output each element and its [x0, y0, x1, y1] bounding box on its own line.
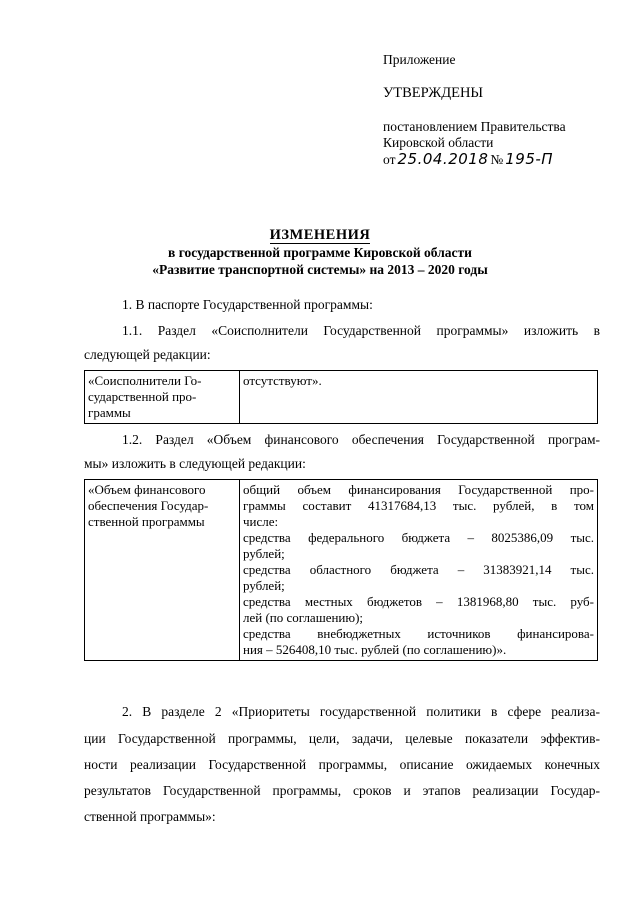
- decree-line-2: Кировской области: [383, 135, 494, 150]
- financing-label-line: ственной программы: [88, 514, 205, 529]
- coexecutors-label-line: граммы: [88, 405, 131, 420]
- title-subtitle-2: «Развитие транспортной системы» на 2013 – 2020 годы: [152, 262, 488, 277]
- financing-label-cell: [85, 480, 240, 661]
- financing-line: средства областного бюджета – 31383921,14 тыс.: [243, 562, 594, 577]
- handwritten-date: 25.04.2018: [397, 150, 489, 168]
- section2-line-3: ности реализации Государственной программы, описание ожидаемых конечных: [84, 757, 600, 772]
- financing-label-line: обеспечения Государ-: [88, 498, 209, 513]
- financing-line: средства местных бюджетов – 1381968,80 тыс. руб-: [243, 594, 594, 609]
- document-title: [0, 226, 640, 278]
- title-subtitle-1: в государственной программе Кировской области: [168, 245, 472, 260]
- coexecutors-label-line: сударственной про-: [88, 389, 197, 404]
- coexecutors-table: [84, 370, 598, 424]
- financing-table: [84, 479, 598, 661]
- financing-line: ния – 526408,10 тыс. рублей (по соглашению)».: [243, 642, 507, 657]
- item-1-1-line-1: 1.1. Раздел «Соисполнители Государственной программы» изложить в: [122, 323, 600, 338]
- item-1-1-line-2: следующей редакции:: [84, 347, 211, 362]
- coexecutors-value: отсутствуют».: [243, 373, 322, 388]
- date-prefix: от: [383, 152, 396, 167]
- financing-line: рублей;: [243, 546, 285, 561]
- financing-line: рублей;: [243, 578, 285, 593]
- approval-block: [383, 52, 623, 168]
- financing-line: средства внебюджетных источников финансирова-: [243, 626, 594, 641]
- number-prefix: №: [490, 152, 504, 167]
- financing-line: общий объем финансирования Государственной про-: [243, 482, 594, 497]
- financing-value-cell: [240, 480, 598, 661]
- section2-line-1: 2. В разделе 2 «Приоритеты государственной политики в сфере реализа-: [122, 704, 600, 719]
- section2-line-5: ственной программы»:: [84, 809, 216, 824]
- approved-label: УТВЕРЖДЕНЫ: [383, 85, 484, 101]
- decree-line-1: постановлением Правительства: [383, 119, 566, 134]
- coexecutors-label-line: «Соисполнители Го-: [88, 373, 202, 388]
- financing-line: граммы составит 41317684,13 тыс. рублей, в том: [243, 498, 594, 513]
- item-1-2-line-2: мы» изложить в следующей редакции:: [84, 456, 306, 471]
- handwritten-number: 195-П: [505, 150, 554, 168]
- financing-line: лей (по соглашению);: [243, 610, 364, 625]
- financing-label-line: «Объем финансового: [88, 482, 206, 497]
- financing-line: средства федерального бюджета – 8025386,09 тыс.: [243, 530, 594, 545]
- title-changes: ИЗМЕНЕНИЯ: [269, 227, 371, 243]
- coexecutors-value-cell: [240, 371, 598, 424]
- section1-heading: 1. В паспорте Государственной программы:: [122, 297, 373, 312]
- coexecutors-label-cell: [85, 371, 240, 424]
- section2-line-4: результатов Государственной программы, сроков и этапов реализации Государ-: [84, 783, 600, 798]
- decree-date-line: [383, 151, 623, 168]
- section2-line-2: ции Государственной программы, цели, задачи, целевые показатели эффектив-: [84, 731, 600, 746]
- financing-line: числе:: [243, 514, 279, 529]
- item-1-2-line-1: 1.2. Раздел «Объем финансового обеспечения Государственной програм-: [122, 432, 600, 447]
- appendix-label: Приложение: [383, 52, 456, 67]
